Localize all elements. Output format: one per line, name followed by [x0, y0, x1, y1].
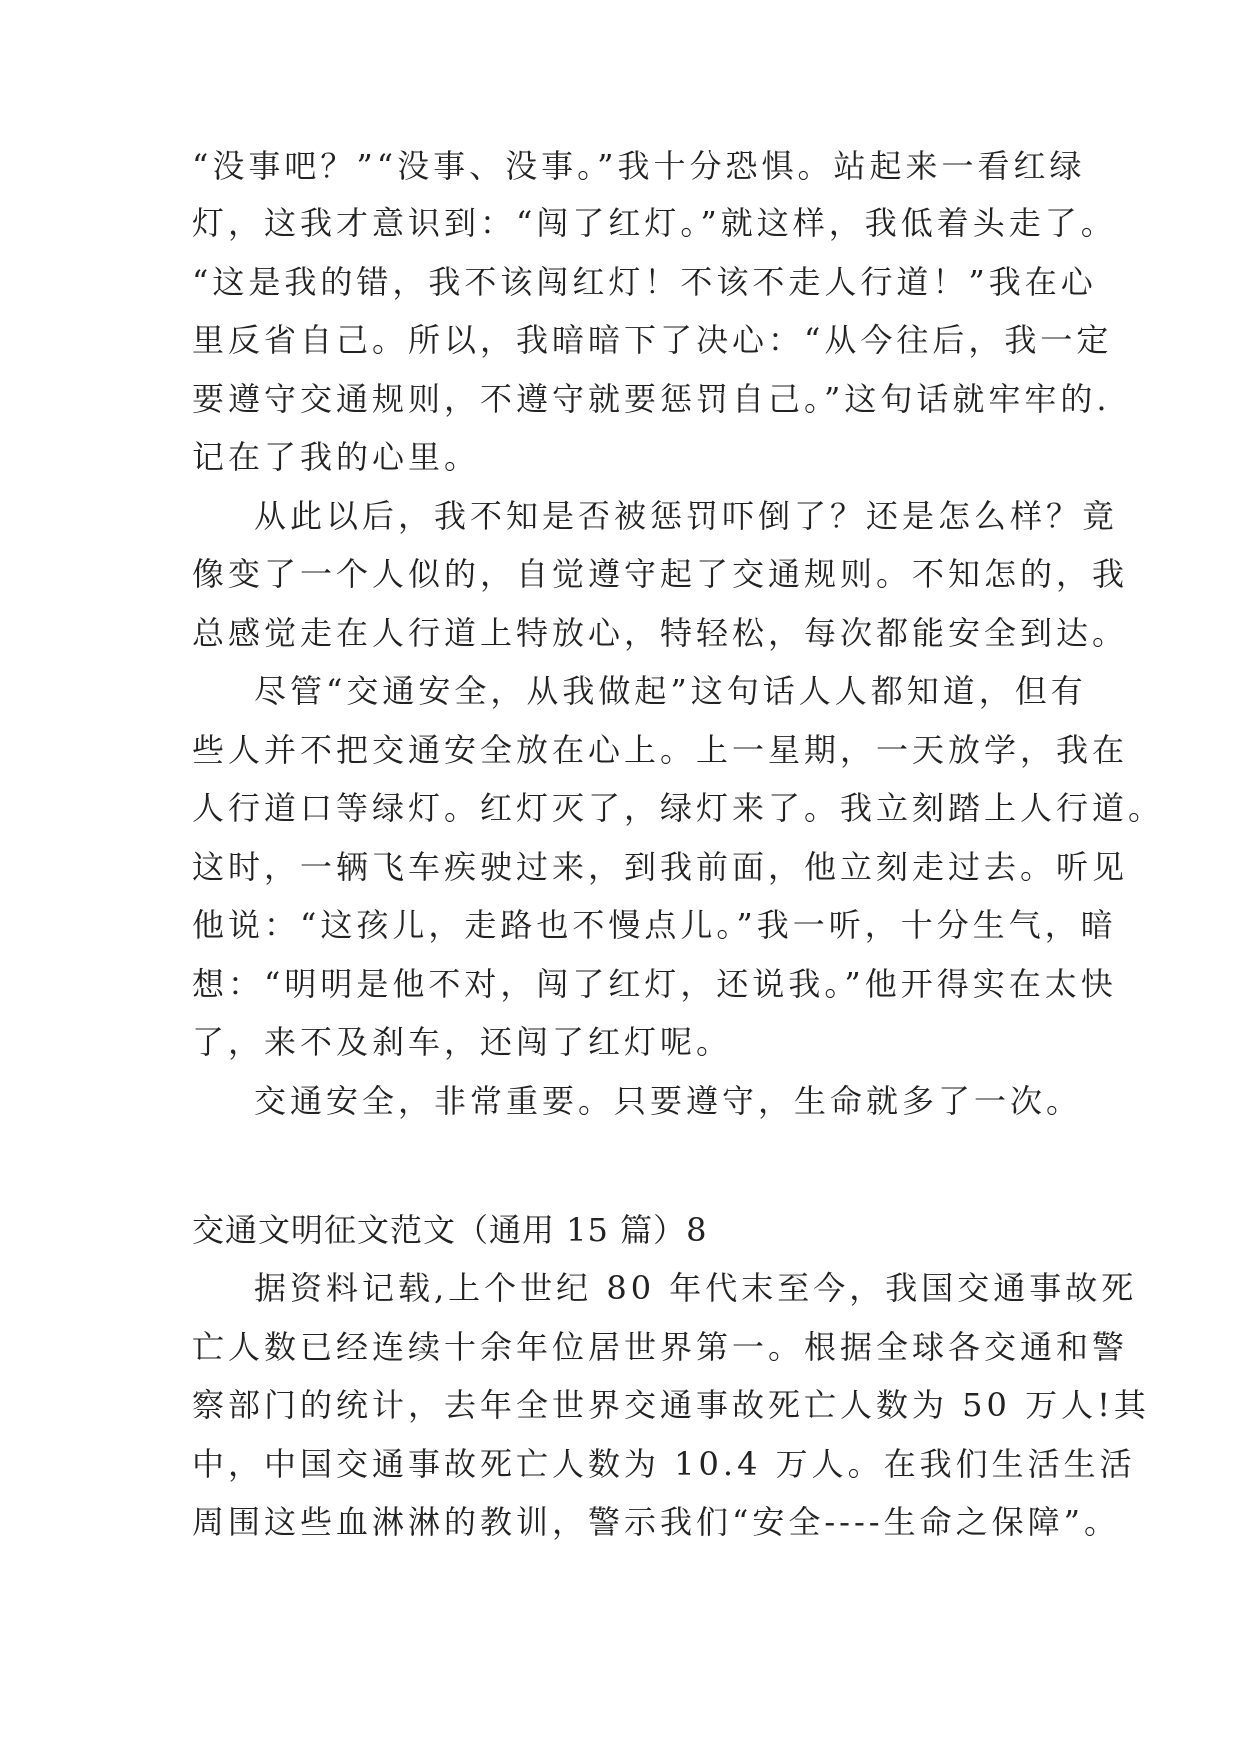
text-line: 记在了我的心里。	[192, 438, 481, 476]
text-line: 人行道口等绿灯。红灯灭了，绿灯来了。我立刻踏上人行道。	[192, 789, 1165, 827]
text-line: 亡人数已经连续十余年位居世界第一。根据全球各交通和警	[192, 1328, 1129, 1366]
text-line: 这时，一辆飞车疾驶过来，到我前面，他立刻走过去。听见	[192, 848, 1129, 886]
text-line: “没事吧？”“没事、没事。”我十分恐惧。站起来一看红绿	[192, 147, 1086, 185]
text-line: 尽管“交通安全，从我做起”这句话人人都知道，但有	[254, 672, 1087, 710]
text-line: 像变了一个人似的，自觉遵守起了交通规则。不知怎的，我	[192, 555, 1129, 593]
text-line: 了，来不及刹车，还闯了红灯呢。	[192, 1023, 733, 1061]
text-line: “这是我的错，我不该闯红灯！不该不走人行道！”我在心	[192, 263, 1097, 301]
text-line: 他说：“这孩儿，走路也不慢点儿。”我一听，十分生气，暗	[192, 906, 1117, 944]
text-line: 灯，这我才意识到：“闯了红灯。”就这样，我低着头走了。	[192, 204, 1117, 242]
text-line: 周围这些血淋淋的教训，警示我们“安全----生命之保障”。	[192, 1503, 1120, 1541]
text-line: 要遵守交通规则，不遵守就要惩罚自己。”这句话就牢牢的.	[192, 380, 1111, 418]
section-heading: 交通文明征文范文（通用 15 篇）8	[192, 1211, 708, 1249]
text-line: 里反省自己。所以，我暗暗下了决心：“从今往后，我一定	[192, 321, 1113, 359]
text-line: 察部门的统计，去年全世界交通事故死亡人数为 50 万人!其	[192, 1386, 1150, 1424]
text-line: 总感觉走在人行道上特放心，特轻松，每次都能安全到达。	[192, 614, 1129, 652]
text-line: 交通安全，非常重要。只要遵守，生命就多了一次。	[254, 1082, 1083, 1120]
text-line: 据资料记载,上个世纪 80 年代末至今，我国交通事故死	[254, 1269, 1138, 1307]
text-line: 中，中国交通事故死亡人数为 10.4 万人。在我们生活生活	[192, 1445, 1136, 1483]
text-line: 些人并不把交通安全放在心上。上一星期，一天放学，我在	[192, 731, 1129, 769]
text-line: 从此以后，我不知是否被惩罚吓倒了？还是怎么样？竟	[254, 497, 1119, 535]
text-line: 想：“明明是他不对，闯了红灯，还说我。”他开得实在太快	[192, 965, 1117, 1003]
